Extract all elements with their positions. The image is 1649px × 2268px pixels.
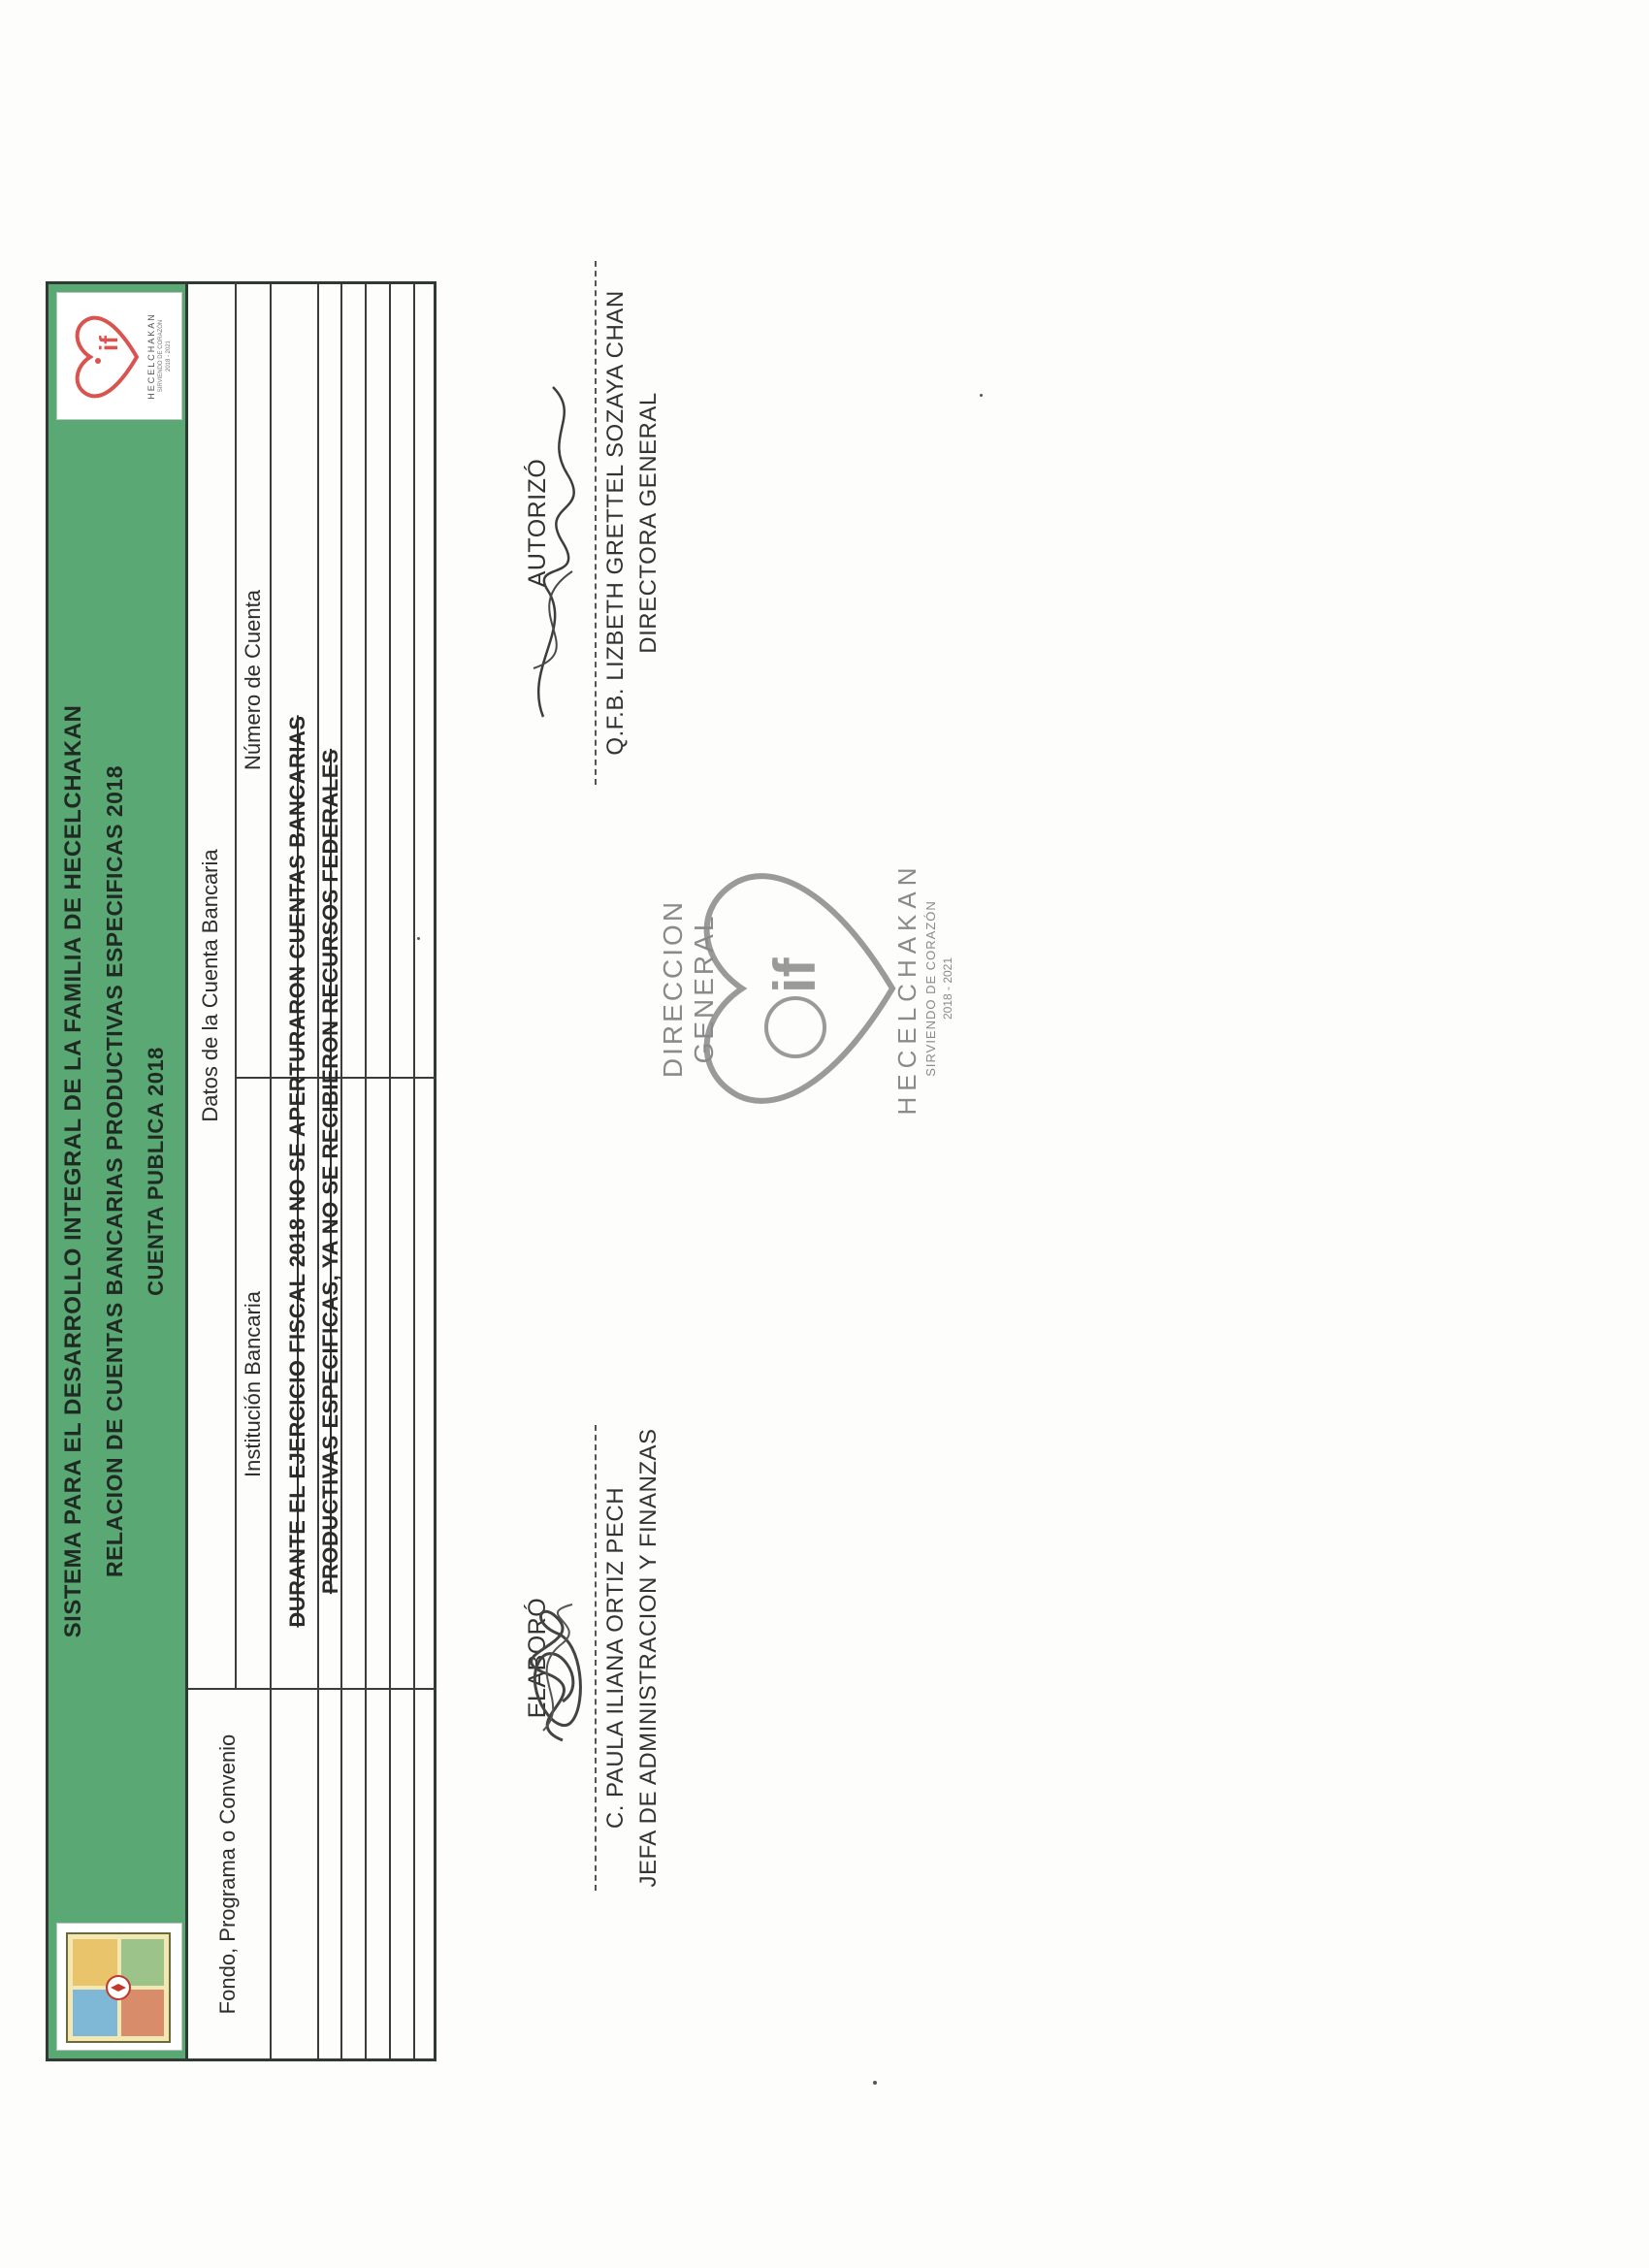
scan-speck xyxy=(873,2081,877,2085)
autorizo-label: AUTORIZÓ xyxy=(524,458,551,588)
dif-logo-motto: SIRVIENDO DE CORAZÓN xyxy=(158,319,164,393)
autorizo-name: Q.F.B. LIZBETH GRETTEL SOZAYA CHAN xyxy=(602,290,629,756)
svg-text:if: if xyxy=(94,336,123,351)
handwritten-signature-elaboro xyxy=(504,1585,611,1760)
stamp-brand: HECELCHAKAN xyxy=(892,861,922,1116)
accounts-table xyxy=(188,281,436,2061)
column-header-numero: Número de Cuenta xyxy=(241,590,265,770)
header-cuenta-publica: CUENTA PUBLICA 2018 xyxy=(144,1047,168,1296)
document-header xyxy=(46,281,188,2061)
column-header-datos: Datos de la Cuenta Bancaria xyxy=(198,849,222,1122)
stamp-top-text: DIRECCION GENERAL xyxy=(658,898,719,1079)
stamp-motto: SIRVIENDO DE CORAZÓN xyxy=(923,900,938,1077)
column-header-institucion: Institución Bancaria xyxy=(241,1291,265,1477)
dif-logo-years: 2018 - 2021 xyxy=(166,340,172,373)
dif-logo xyxy=(56,292,182,420)
header-subtitle: RELACION DE CUENTAS BANCARIAS PRODUCTIVAS ESPECIFICAS 2018 xyxy=(102,764,127,1578)
autorizo-title: DIRECTORA GENERAL xyxy=(635,392,662,654)
table-divider xyxy=(270,284,272,2058)
table-divider xyxy=(389,284,391,2058)
table-divider xyxy=(365,284,367,2058)
table-divider xyxy=(413,284,415,2058)
dif-logo-text: HECELCHAKAN xyxy=(146,312,156,400)
official-stamp xyxy=(650,824,941,1153)
notice-line-1: DURANTE EL EJERCICIO FISCAL 2018 NO SE APERTURARON CUENTAS BANCARIAS xyxy=(285,715,309,1628)
table-divider xyxy=(235,281,237,1690)
stamp-years: 2018 - 2021 xyxy=(941,956,954,1021)
header-title: SISTEMA PARA EL DESARROLLO INTEGRAL DE LA FAMILIA DE HECELCHAKAN xyxy=(60,704,86,1638)
notice-line-2: PRODUCTIVAS ESPECIFICAS, YA NO SE RECIBIERON RECURSOS FEDERALES xyxy=(318,748,342,1595)
column-header-fondo: Fondo, Programa o Convenio xyxy=(215,1733,240,2015)
elaboro-label: ELABORÓ xyxy=(524,1597,551,1719)
handwritten-signature-autorizo xyxy=(504,377,611,727)
document-sheet xyxy=(0,125,1261,2143)
scan-speck xyxy=(417,937,420,940)
scan-speck xyxy=(980,394,983,397)
svg-text:if: if xyxy=(762,957,827,993)
elaboro-title: JEFA DE ADMINISTRACION Y FINANZAS xyxy=(635,1428,662,1888)
elaboro-name: C. PAULA ILIANA ORTIZ PECH xyxy=(602,1486,629,1830)
